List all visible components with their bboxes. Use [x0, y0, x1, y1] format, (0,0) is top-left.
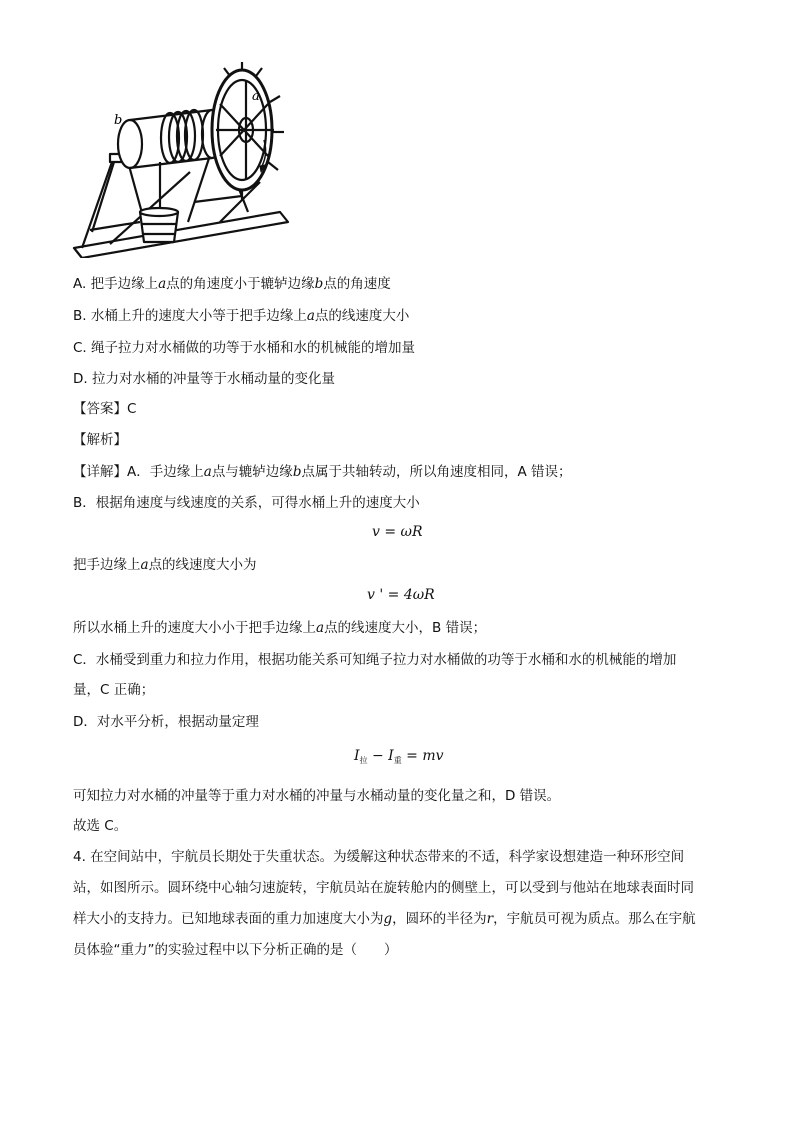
equation-2: v ' = 4ωR — [367, 587, 435, 603]
detail-line-4: 所以水桶上升的速度大小小于把手边缘上a点的线速度大小，B 错误； — [73, 620, 487, 636]
detail-line-8: 可知拉力对水桶的冲量等于重力对水桶的冲量与水桶动量的变化量之和，D 错误。 — [73, 788, 561, 804]
question-4-line-2: 站，如图所示。圆环绕中心轴匀速旋转，宇航员站在旋转舱内的侧壁上，可以受到与他站在地球表面时同 — [73, 880, 694, 896]
question-4-line-3: 样大小的支持力。已知地球表面的重力加速度大小为g，圆环的半径为r，宇航员可视为质点。那么在宇航 — [73, 911, 696, 927]
detail-line-2: B．根据角速度与线速度的关系，可得水桶上升的速度大小 — [73, 495, 420, 511]
detail-line-1: 【详解】A．手边缘上a点与辘轳边缘b点属于共轴转动，所以角速度相同，A 错误； — [73, 464, 572, 480]
option-c: C. 绳子拉力对水桶做的功等于水桶和水的机械能的增加量 — [73, 340, 416, 356]
answer-value: C — [127, 401, 137, 417]
option-b: B. 水桶上升的速度大小等于把手边缘上a点的线速度大小 — [73, 308, 410, 324]
label-a: a — [252, 89, 260, 104]
windlass-figure — [70, 62, 290, 258]
option-a: A. 把手边缘上a点的角速度小于辘轳边缘b点的角速度 — [73, 276, 391, 292]
detail-line-7: D．对水平分析，根据动量定理 — [73, 714, 259, 730]
analysis-tag: 【解析】 — [73, 432, 127, 448]
answer-line — [73, 399, 136, 419]
label-b: b — [114, 113, 123, 128]
detail-line-9: 故选 C。 — [73, 818, 128, 834]
detail-line-5: C．水桶受到重力和拉力作用，根据功能关系可知绳子拉力对水桶做的功等于水桶和水的机械能的增加 — [73, 652, 677, 668]
question-4-line-4: 员体验“重力”的实验过程中以下分析正确的是（ ） — [73, 942, 398, 958]
detail-line-6: 量，C 正确； — [73, 682, 155, 698]
answer-tag: 【答案】 — [73, 401, 127, 417]
equation-3: $I_拉 - I_重$ = mv — [354, 748, 444, 765]
option-d: D. 拉力对水桶的冲量等于水桶动量的变化量 — [73, 371, 335, 387]
question-4-line-1: 4. 在空间站中，宇航员长期处于失重状态。为缓解这种状态带来的不适，科学家设想建造一种环形空间 — [73, 849, 685, 865]
detail-line-3: 把手边缘上a点的线速度大小为 — [73, 557, 257, 573]
equation-1: v = ωR — [372, 524, 423, 540]
